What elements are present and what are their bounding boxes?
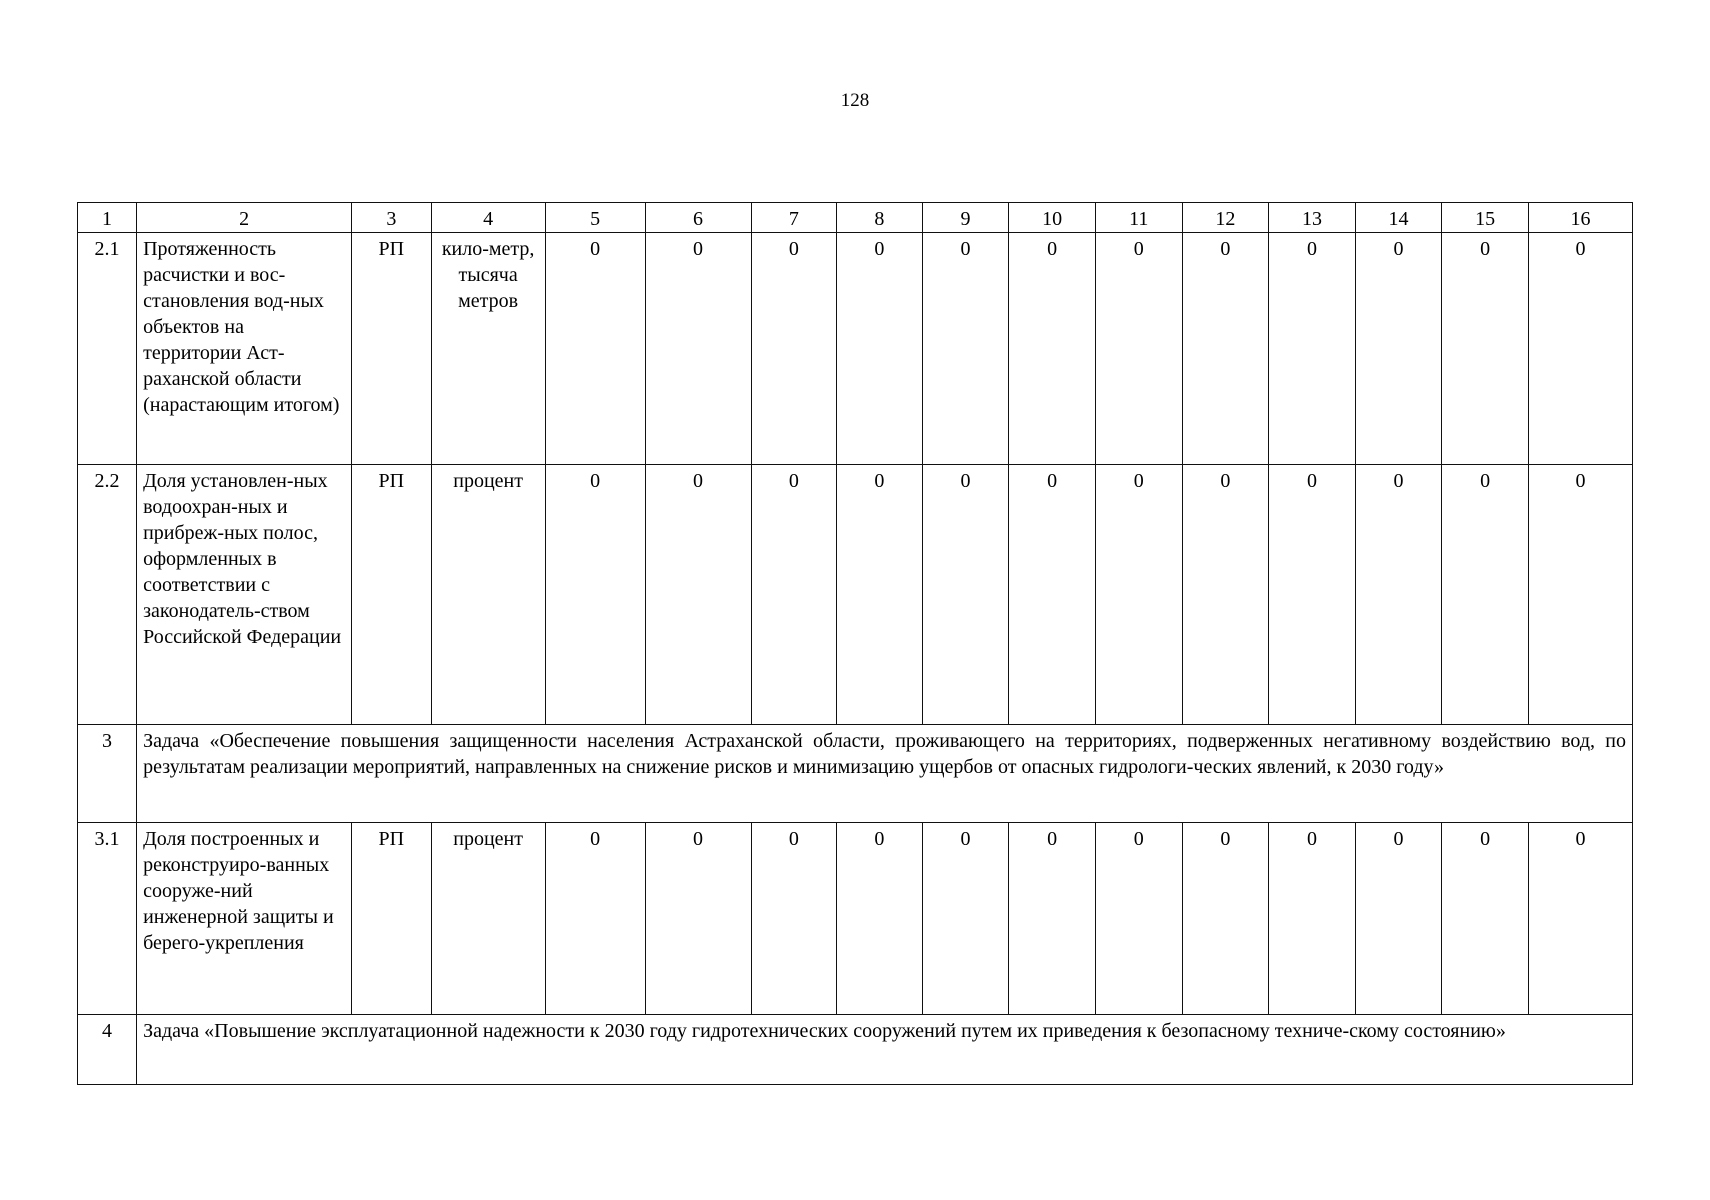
header-cell: 5: [545, 203, 645, 233]
header-cell: 14: [1355, 203, 1442, 233]
value-cell: 0: [1528, 233, 1632, 465]
value-cell: 0: [1009, 823, 1096, 1015]
row-number: 3: [78, 725, 137, 823]
row-number: 2.2: [78, 465, 137, 725]
header-cell: 12: [1182, 203, 1269, 233]
value-cell: 0: [1182, 233, 1269, 465]
value-cell: 0: [1182, 823, 1269, 1015]
value-cell: 0: [545, 233, 645, 465]
value-cell: 0: [1009, 465, 1096, 725]
value-cell: 0: [837, 823, 923, 1015]
value-cell: 0: [1095, 465, 1182, 725]
indicator-unit: процент: [431, 465, 545, 725]
indicator-source: РП: [352, 465, 431, 725]
task-text: Задача «Обеспечение повышения защищенности населения Астраханской области, проживающего на территориях, подверженных негативному воздействию вод, по результатам реализации мероприятий, направленных на снижение рисков и минимизацию ущербов от опасных гидрологи-ческих явлений, к 2030 году»: [137, 725, 1633, 823]
header-cell: 2: [137, 203, 352, 233]
header-cell: 4: [431, 203, 545, 233]
value-cell: 0: [645, 233, 751, 465]
table-row: [78, 465, 1633, 725]
value-cell: 0: [645, 465, 751, 725]
task-row: [78, 1015, 1633, 1085]
value-cell: 0: [922, 823, 1009, 1015]
value-cell: 0: [1442, 233, 1529, 465]
indicators-table: [77, 202, 1633, 1085]
indicator-source: РП: [352, 823, 431, 1015]
header-cell: 10: [1009, 203, 1096, 233]
header-cell: 13: [1269, 203, 1356, 233]
header-cell: 7: [751, 203, 837, 233]
header-cell: 6: [645, 203, 751, 233]
header-cell: 1: [78, 203, 137, 233]
table-header-row: [78, 203, 1633, 233]
indicator-unit: кило-метр, тысяча метров: [431, 233, 545, 465]
header-cell: 11: [1095, 203, 1182, 233]
value-cell: 0: [1009, 233, 1096, 465]
value-cell: 0: [1355, 233, 1442, 465]
value-cell: 0: [1269, 465, 1356, 725]
row-number: 3.1: [78, 823, 137, 1015]
value-cell: 0: [1355, 465, 1442, 725]
table-row: [78, 823, 1633, 1015]
value-cell: 0: [1095, 233, 1182, 465]
value-cell: 0: [1269, 233, 1356, 465]
task-row: [78, 725, 1633, 823]
table-row: [78, 233, 1633, 465]
value-cell: 0: [922, 465, 1009, 725]
value-cell: 0: [545, 823, 645, 1015]
indicator-name: Протяженность расчистки и вос-становления вод-ных объектов на территории Аст-раханской области (нарастающим итогом): [137, 233, 352, 465]
header-cell: 3: [352, 203, 431, 233]
value-cell: 0: [645, 823, 751, 1015]
header-cell: 9: [922, 203, 1009, 233]
page-number: 128: [840, 90, 870, 111]
indicator-unit: процент: [431, 823, 545, 1015]
value-cell: 0: [1269, 823, 1356, 1015]
value-cell: 0: [922, 233, 1009, 465]
indicator-name: Доля построенных и реконструиро-ванных сооруже-ний инженерной защиты и берего-укрепления: [137, 823, 352, 1015]
header-cell: 8: [837, 203, 923, 233]
value-cell: 0: [1442, 465, 1529, 725]
indicator-name: Доля установлен-ных водоохран-ных и прибреж-ных полос, оформленных в соответствии с законодатель-ством Российской Федерации: [137, 465, 352, 725]
value-cell: 0: [545, 465, 645, 725]
value-cell: 0: [751, 823, 837, 1015]
value-cell: 0: [1528, 465, 1632, 725]
value-cell: 0: [1528, 823, 1632, 1015]
header-cell: 16: [1528, 203, 1632, 233]
row-number: 4: [78, 1015, 137, 1085]
value-cell: 0: [837, 233, 923, 465]
value-cell: 0: [1095, 823, 1182, 1015]
value-cell: 0: [837, 465, 923, 725]
value-cell: 0: [1355, 823, 1442, 1015]
task-text: Задача «Повышение эксплуатационной надежности к 2030 году гидротехнических сооружений путем их приведения к безопасному техниче-скому состоянию»: [137, 1015, 1633, 1085]
header-cell: 15: [1442, 203, 1529, 233]
row-number: 2.1: [78, 233, 137, 465]
value-cell: 0: [1442, 823, 1529, 1015]
value-cell: 0: [751, 465, 837, 725]
indicator-source: РП: [352, 233, 431, 465]
value-cell: 0: [751, 233, 837, 465]
value-cell: 0: [1182, 465, 1269, 725]
